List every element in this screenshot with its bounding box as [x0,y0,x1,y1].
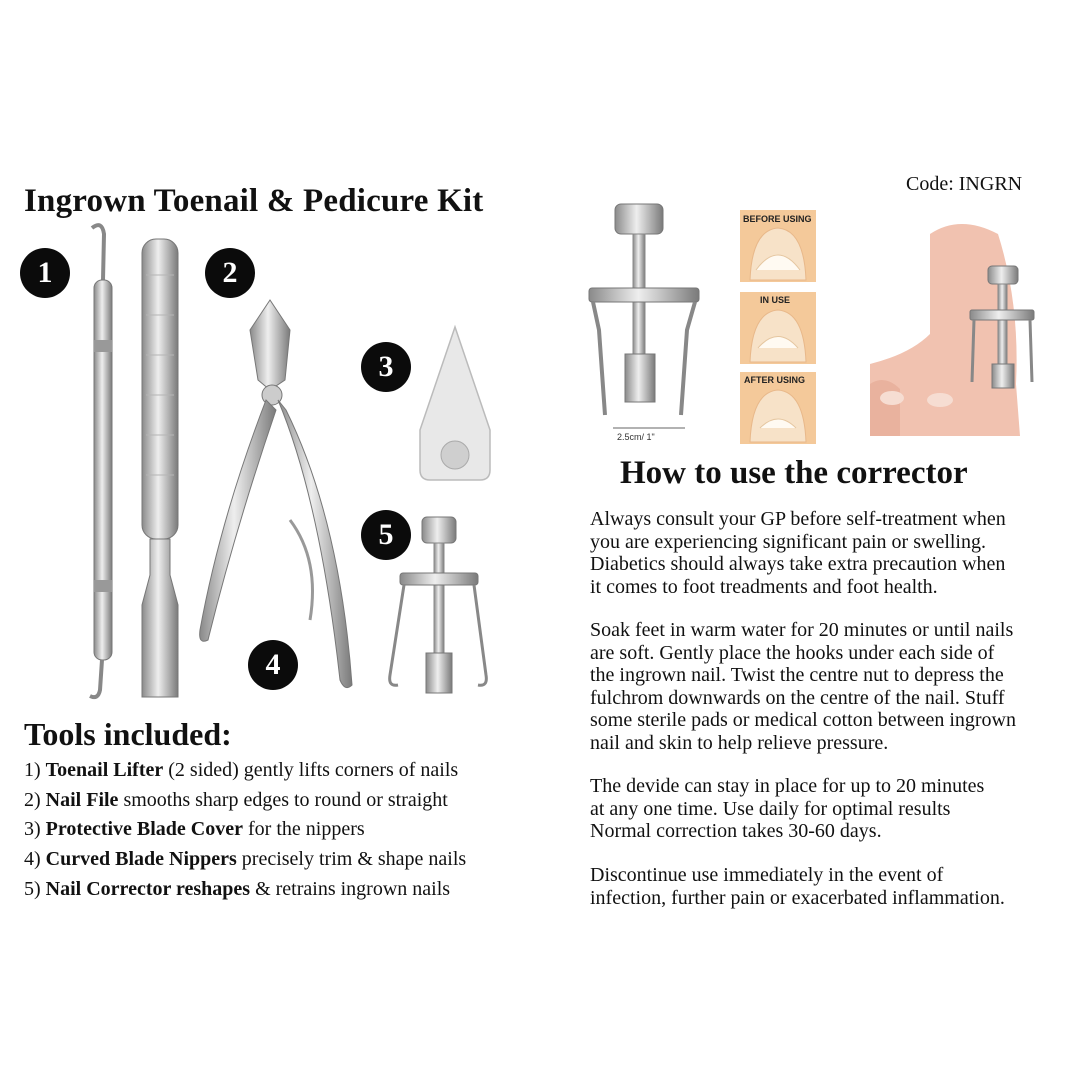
badge-2: 2 [205,248,255,298]
instruction-paragraph-1: Always consult your GP before self-treatment when you are experiencing significant pain or swelling. Diabetics should always take extra precaution when it comes to foot treadments and foot health. [590,508,1006,598]
tool-item: 4) Curved Blade Nippers precisely trim & shape nails [24,848,467,871]
toenail-lifter-image [80,220,130,710]
instruction-paragraph-3: The devide can stay in place for up to 20 minutes at any one time. Use daily for optimal results Normal correction takes 30-60 days. [590,775,985,843]
in-use-label: IN USE [760,295,791,305]
badge-4: 4 [248,640,298,690]
tools-heading: Tools included: [24,716,232,752]
tool-item: 3) Protective Blade Cover for the nippers [24,818,365,841]
tool-item: 5) Nail Corrector reshapes & retrains ingrown nails [24,877,451,900]
tools-list [24,756,466,905]
before-using-label: BEFORE USING [743,214,812,224]
instruction-paragraph-4: Discontinue use immediately in the event of infection, further pain or exacerbated inflammation. [590,864,1005,909]
tool-item: 2) Nail File smooths sharp edges to round or straight [24,788,448,811]
badge-3: 3 [361,342,411,392]
badge-5: 5 [361,510,411,560]
tool-item: 1) Toenail Lifter (2 sided) gently lifts corners of nails [24,759,459,781]
page-title: Ingrown Toenail & Pedicure Kit [24,183,484,219]
instruction-paragraph-2: Soak feet in warm water for 20 minutes or until nails are soft. Gently place the hooks under each side of the ingrown nail. Twist the centre nut to depress the fulchrom downwards on the centre of the nail. Stuff some sterile pads or medical cotton between ingrown nail and skin to help relieve pressure. [590,619,1016,754]
toe-with-corrector-photo [870,214,1045,436]
nail-corrector-image [380,515,490,700]
usage-steps-panel [738,210,818,450]
nail-nippers-image [190,300,360,700]
how-to-use-heading: How to use the corrector [620,455,968,491]
corrector-diagram [575,200,735,445]
after-using-label: AFTER USING [744,375,806,385]
product-code: Code: INGRN [906,173,1023,195]
nail-file-image [136,235,186,705]
badge-1: 1 [20,248,70,298]
blade-cover-image [410,325,500,485]
size-label: 2.5cm/ 1" [617,432,655,442]
